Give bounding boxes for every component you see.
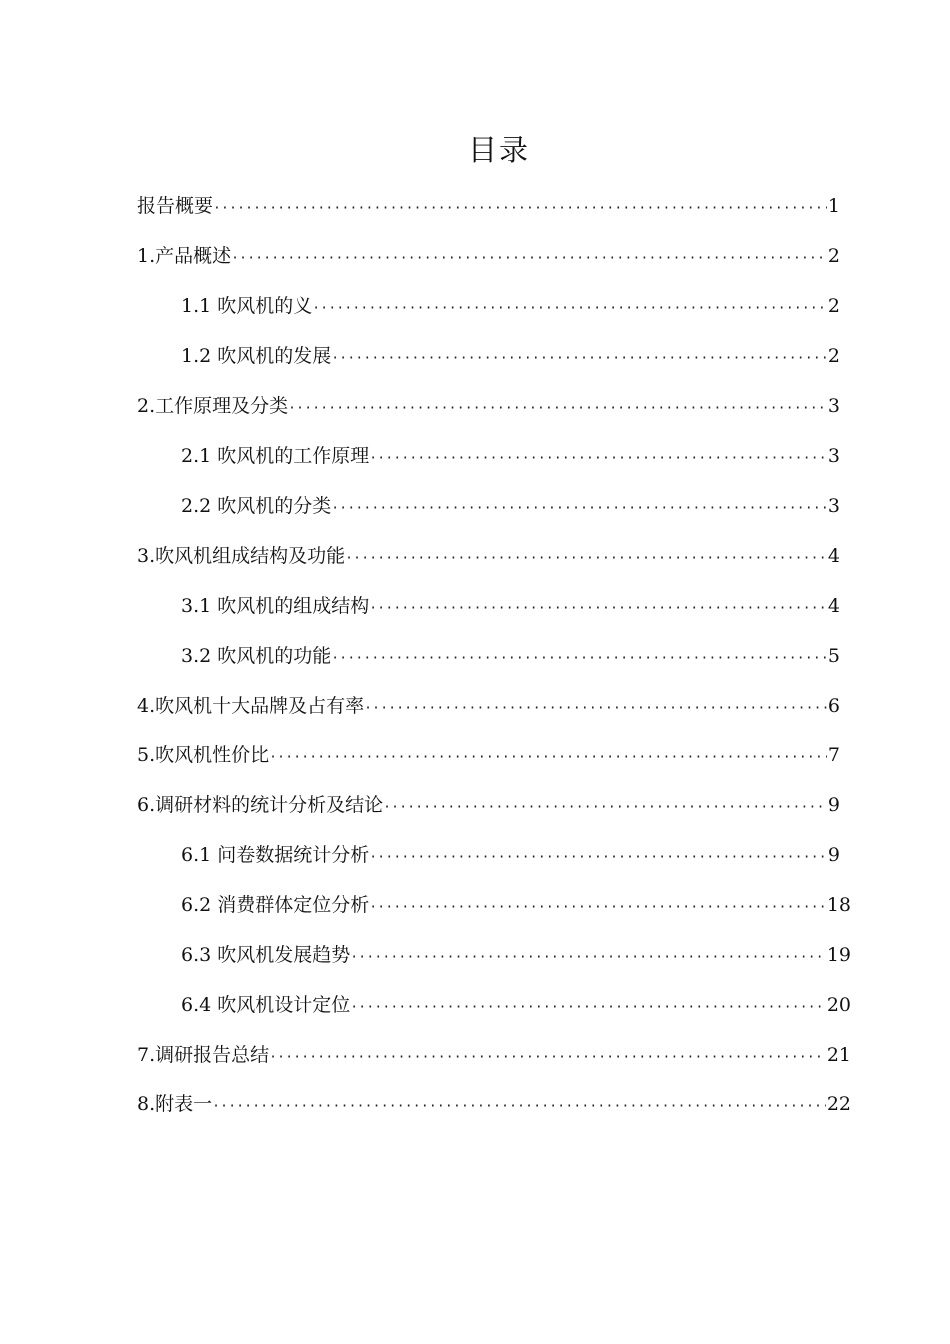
dot-leader [350, 983, 826, 1033]
dot-leader [288, 384, 827, 434]
toc-entry-label: 7.调研报告总结 [137, 1044, 270, 1066]
toc-entry-label: 1.产品概述 [137, 245, 232, 267]
toc-entry-label: 6.调研材料的统计分析及结论 [137, 794, 384, 816]
toc-entry[interactable] [181, 481, 840, 531]
toc-entry-label: 6.1 问卷数据统计分析 [181, 844, 370, 866]
toc-entry[interactable] [137, 1079, 851, 1129]
toc-entry[interactable] [137, 730, 840, 780]
toc-entry-page: 2 [827, 345, 840, 367]
toc-entry-label: 6.4 吹风机设计定位 [181, 994, 351, 1016]
toc-entry-page: 3 [827, 495, 840, 517]
dot-leader [383, 783, 827, 833]
toc-entry-label: 1.2 吹风机的发展 [181, 345, 332, 367]
toc-entry-page: 2 [827, 295, 840, 317]
dot-leader [369, 883, 826, 933]
toc-entry-page: 18 [826, 894, 851, 916]
toc-entry-label: 5.吹风机性价比 [137, 744, 270, 766]
toc-entry-page: 21 [826, 1044, 851, 1066]
dot-leader [345, 534, 827, 584]
toc-entry[interactable] [181, 880, 851, 930]
dot-leader [350, 933, 826, 983]
toc-entry-page: 4 [827, 595, 840, 617]
dot-leader [364, 684, 827, 734]
toc-entry[interactable] [181, 930, 851, 980]
toc-entry[interactable] [137, 780, 840, 830]
toc-entry-page: 22 [826, 1093, 851, 1115]
dot-leader [369, 434, 827, 484]
toc-entry[interactable] [137, 1030, 851, 1080]
toc-entry[interactable] [181, 281, 840, 331]
toc-entry-label: 6.2 消费群体定位分析 [181, 894, 370, 916]
toc-entry[interactable] [137, 531, 840, 581]
dot-leader [231, 234, 827, 284]
toc-entry-label: 2.2 吹风机的分类 [181, 495, 332, 517]
toc-entry[interactable] [137, 381, 840, 431]
toc-entry-page: 5 [827, 645, 840, 667]
dot-leader [331, 334, 827, 384]
toc-entry[interactable] [137, 681, 840, 731]
toc-entry-page: 9 [827, 844, 840, 866]
toc-entry-label: 8.附表一 [137, 1093, 213, 1115]
toc-entry-label: 4.吹风机十大品牌及占有率 [137, 695, 365, 717]
dot-leader [212, 1082, 826, 1132]
toc-entry[interactable] [137, 231, 840, 281]
toc-entry-page: 20 [826, 994, 851, 1016]
dot-leader [331, 634, 827, 684]
toc-entry-label: 2.1 吹风机的工作原理 [181, 445, 370, 467]
toc-entry-label: 3.吹风机组成结构及功能 [137, 545, 346, 567]
toc-entry[interactable] [181, 830, 840, 880]
toc-entry-page: 2 [827, 245, 840, 267]
toc-entry-label: 2.工作原理及分类 [137, 395, 289, 417]
dot-leader [369, 584, 827, 634]
toc-entry-page: 7 [827, 744, 840, 766]
toc-entry[interactable] [181, 581, 840, 631]
toc-entry-page: 1 [827, 195, 840, 217]
dot-leader [312, 284, 827, 334]
dot-leader [369, 833, 827, 883]
toc-entry-label: 报告概要 [137, 195, 214, 217]
dot-leader [269, 1033, 826, 1083]
dot-leader [213, 184, 827, 234]
toc-title: 目录 [467, 133, 530, 167]
toc-entry-label: 3.1 吹风机的组成结构 [181, 595, 370, 617]
toc-entry-page: 3 [827, 395, 840, 417]
toc-entry[interactable] [181, 980, 851, 1030]
toc-entry-page: 19 [826, 944, 851, 966]
toc-entry-label: 3.2 吹风机的功能 [181, 645, 332, 667]
toc-entry-page: 9 [827, 794, 840, 816]
toc-entry[interactable] [181, 431, 840, 481]
toc-entry-page: 6 [827, 695, 840, 717]
toc-entry-label: 1.1 吹风机的义 [181, 295, 313, 317]
dot-leader [269, 733, 827, 783]
toc-entry-page: 3 [827, 445, 840, 467]
dot-leader [331, 484, 827, 534]
toc-entry[interactable] [137, 181, 840, 231]
toc-entry-page: 4 [827, 545, 840, 567]
toc-entry-label: 6.3 吹风机发展趋势 [181, 944, 351, 966]
toc-entry[interactable] [181, 631, 840, 681]
toc-entry[interactable] [181, 331, 840, 381]
